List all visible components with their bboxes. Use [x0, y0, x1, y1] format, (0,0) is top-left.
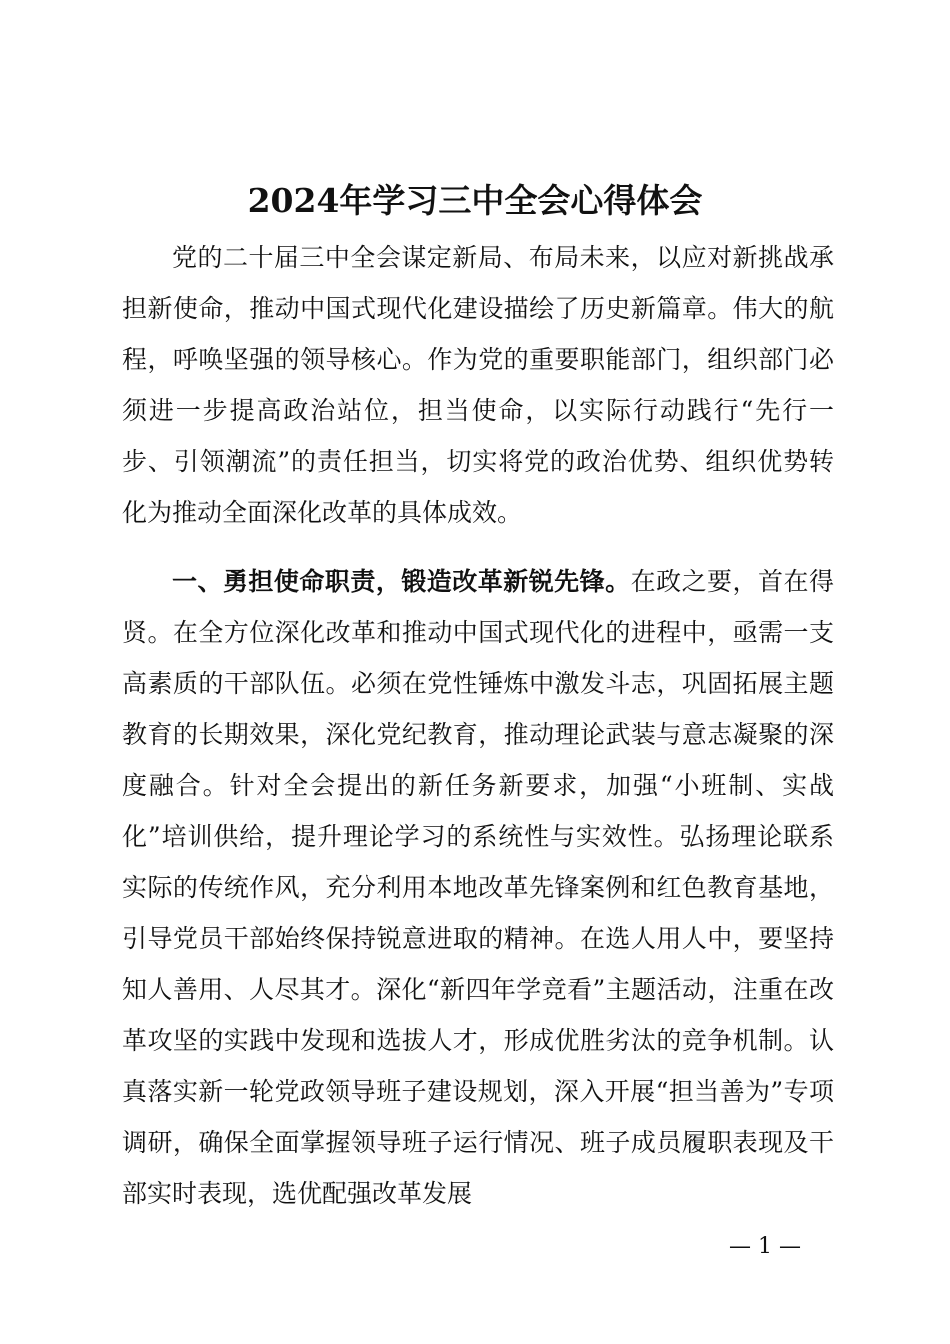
page-number: — 1 — [729, 1234, 801, 1259]
document-body [122, 232, 834, 1219]
paragraph-spacer [122, 538, 834, 556]
section-one-text: 在政之要，首在得贤。在全方位深化改革和推动中国式现代化的进程中，亟需一支高素质的干部队伍。必须在党性锤炼中激发斗志，巩固拓展主题教育的长期效果，深化党纪教育，推动理论武装与意志凝聚的深度融合。针对全会提出的新任务新要求，加强“小班制、实战化”培训供给，提升理论学习的系统性与实效性。弘扬理论联系实际的传统作风，充分利用本地改革先锋案例和红色教育基地，引导党员干部始终保持锐意进取的精神。在选人用人中，要坚持知人善用、人尽其才。深化“新四年学竞看”主题活动，注重在改革攻坚的实践中发现和选拔人才，形成优胜劣汰的竞争机制。认真落实新一轮党政领导班子建设规划，深入开展“担当善为”专项调研，确保全面掌握领导班子运行情况、班子成员履职表现及干部实时表现，选优配强改革发展 [122, 567, 834, 1208]
paragraph-section-one [122, 556, 834, 1219]
section-one-heading: 一、勇担使命职责，锻造改革新锐先锋。 [172, 567, 631, 596]
document-title: 2024年学习三中全会心得体会 [247, 181, 703, 220]
paragraph-intro-text: 党的二十届三中全会谋定新局、布局未来，以应对新挑战承担新使命，推动中国式现代化建设描绘了历史新篇章。伟大的航程，呼唤坚强的领导核心。作为党的重要职能部门，组织部门必须进一步提高政治站位，担当使命，以实际行动践行“先行一步、引领潮流”的责任担当，切实将党的政治优势、组织优势转化为推动全面深化改革的具体成效。 [122, 243, 834, 527]
paragraph-intro [122, 232, 834, 538]
